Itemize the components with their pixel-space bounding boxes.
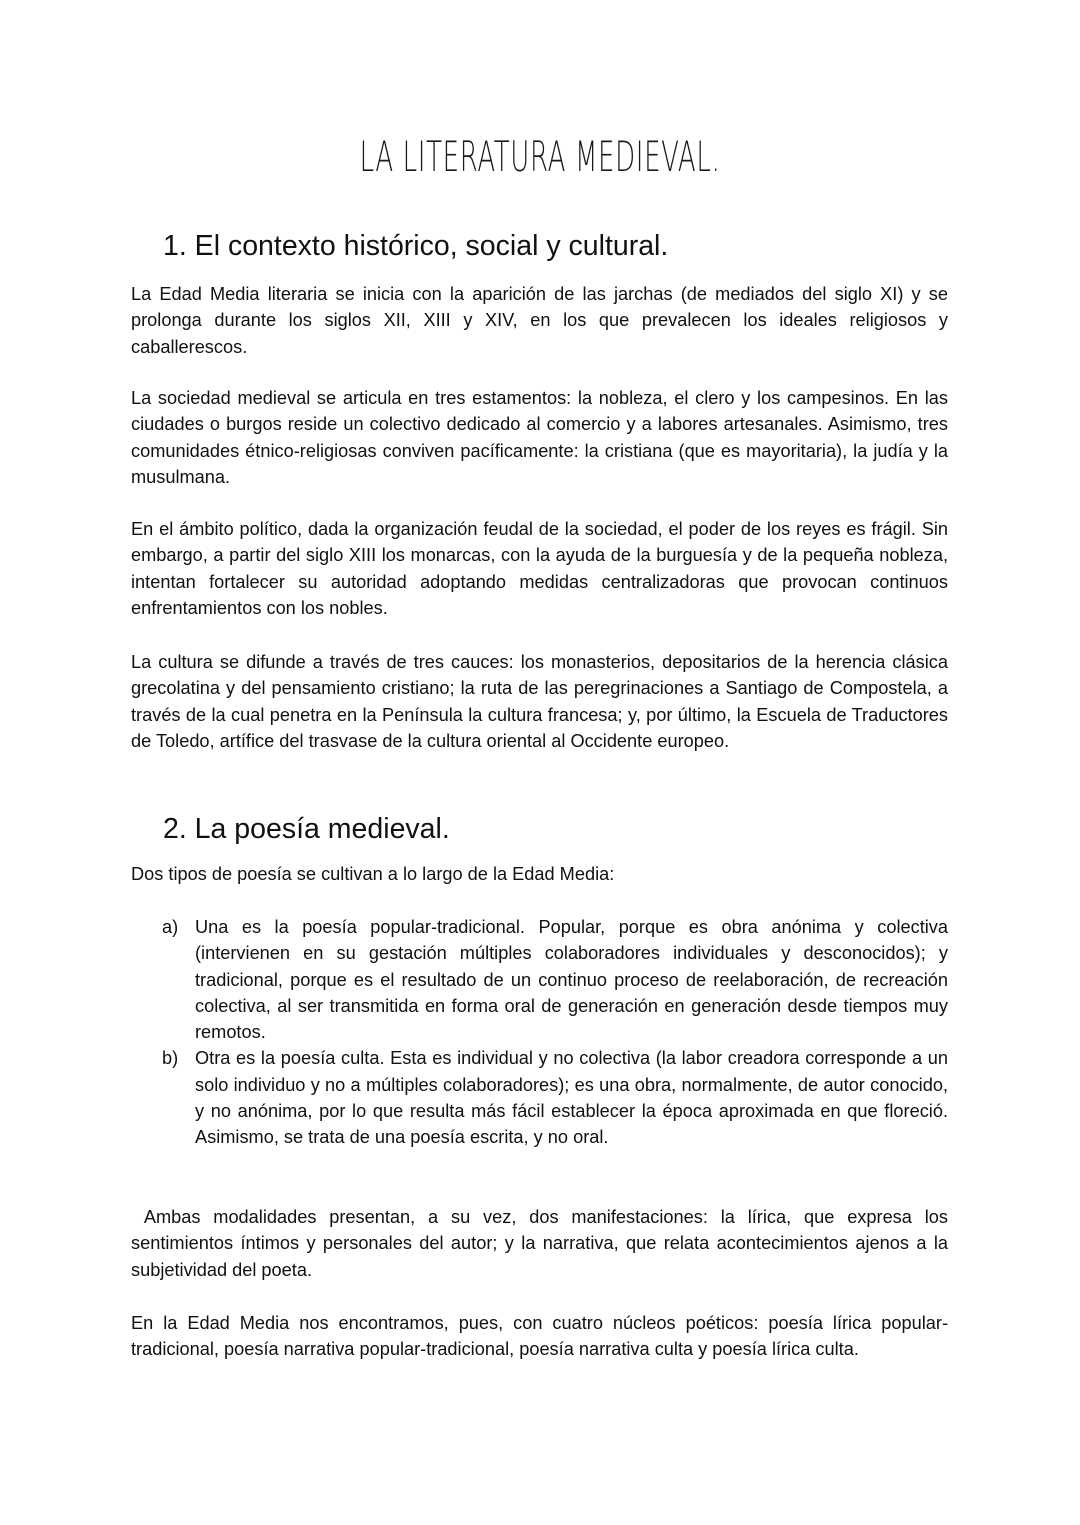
paragraph: En el ámbito político, dada la organización feudal de la sociedad, el poder de los reyes es frágil. Sin embargo, a partir del siglo XIII los monarcas, con la ayuda de la burguesía y de la pequeña nobleza, intentan fortalecer su autoridad adoptando medidas centralizadoras que provocan continuos enfrentamientos con los nobles.: [131, 519, 948, 618]
list-marker: b): [162, 1048, 179, 1069]
list-item: [131, 1045, 948, 1150]
paragraph: Ambas modalidades presentan, a su vez, dos manifestaciones: la lírica, que expresa los sentimientos íntimos y personales del autor; y la narrativa, que relata acontecimientos ajenos a la subjetividad del poeta.: [131, 1207, 954, 1280]
section-intro: Dos tipos de poesía se cultivan a lo largo de la Edad Media:: [131, 864, 615, 884]
section-heading-1: 1. El contexto histórico, social y cultural.: [163, 230, 669, 262]
paragraph: La cultura se difunde a través de tres cauces: los monasterios, depositarios de la herencia clásica grecolatina y del pensamiento cristiano; la ruta de las peregrinaciones a Santiago de Compostela, a través de la cual penetra en la Península la cultura francesa; y, por último, la Escuela de Traductores de Toledo, artífice del trasvase de la cultura oriental al Occidente europeo.: [131, 652, 948, 751]
list-item-text: Una es la poesía popular-tradicional. Popular, porque es obra anónima y colectiva (intervienen en su gestación múltiples colaboradores individuales y desconocidos); y tradicional, porque es el resultado de un continuo proceso de reelaboración, de recreación colectiva, al ser transmitida en forma oral de generación en generación desde tiempos muy remotos.: [195, 917, 948, 1043]
list-item-text: Otra es la poesía culta. Esta es individual y no colectiva (la labor creadora corresponde a un solo individuo y no a múltiples colaboradores); es una obra, normalmente, de autor conocido, y no anónima, por lo que resulta más fácil establecer la época aproximada en que floreció. Asimismo, se trata de una poesía escrita, y no oral.: [195, 1048, 948, 1148]
list-item: [131, 914, 948, 1045]
document-title: LA LITERATURA MEDIEVAL.: [359, 132, 721, 181]
paragraph: En la Edad Media nos encontramos, pues, con cuatro núcleos poéticos: poesía lírica popular-tradicional, poesía narrativa popular-tradicional, poesía narrativa culta y poesía lírica culta.: [131, 1313, 948, 1360]
section-heading-2: 2. La poesía medieval.: [163, 813, 450, 845]
paragraph: La sociedad medieval se articula en tres estamentos: la nobleza, el clero y los campesinos. En las ciudades o burgos reside un colectivo dedicado al comercio y a labores artesanales. Asimismo, tres comunidades étnico-religiosas conviven pacíficamente: la cristiana (que es mayoritaria), la judía y la musulmana.: [131, 388, 948, 487]
list-marker: a): [162, 917, 179, 937]
poetry-types-list: [131, 914, 948, 1151]
paragraph: La Edad Media literaria se inicia con la aparición de las jarchas (de mediados del siglo XI) y se prolonga durante los siglos XII, XIII y XIV, en los que prevalecen los ideales religiosos y caballerescos.: [131, 284, 948, 357]
